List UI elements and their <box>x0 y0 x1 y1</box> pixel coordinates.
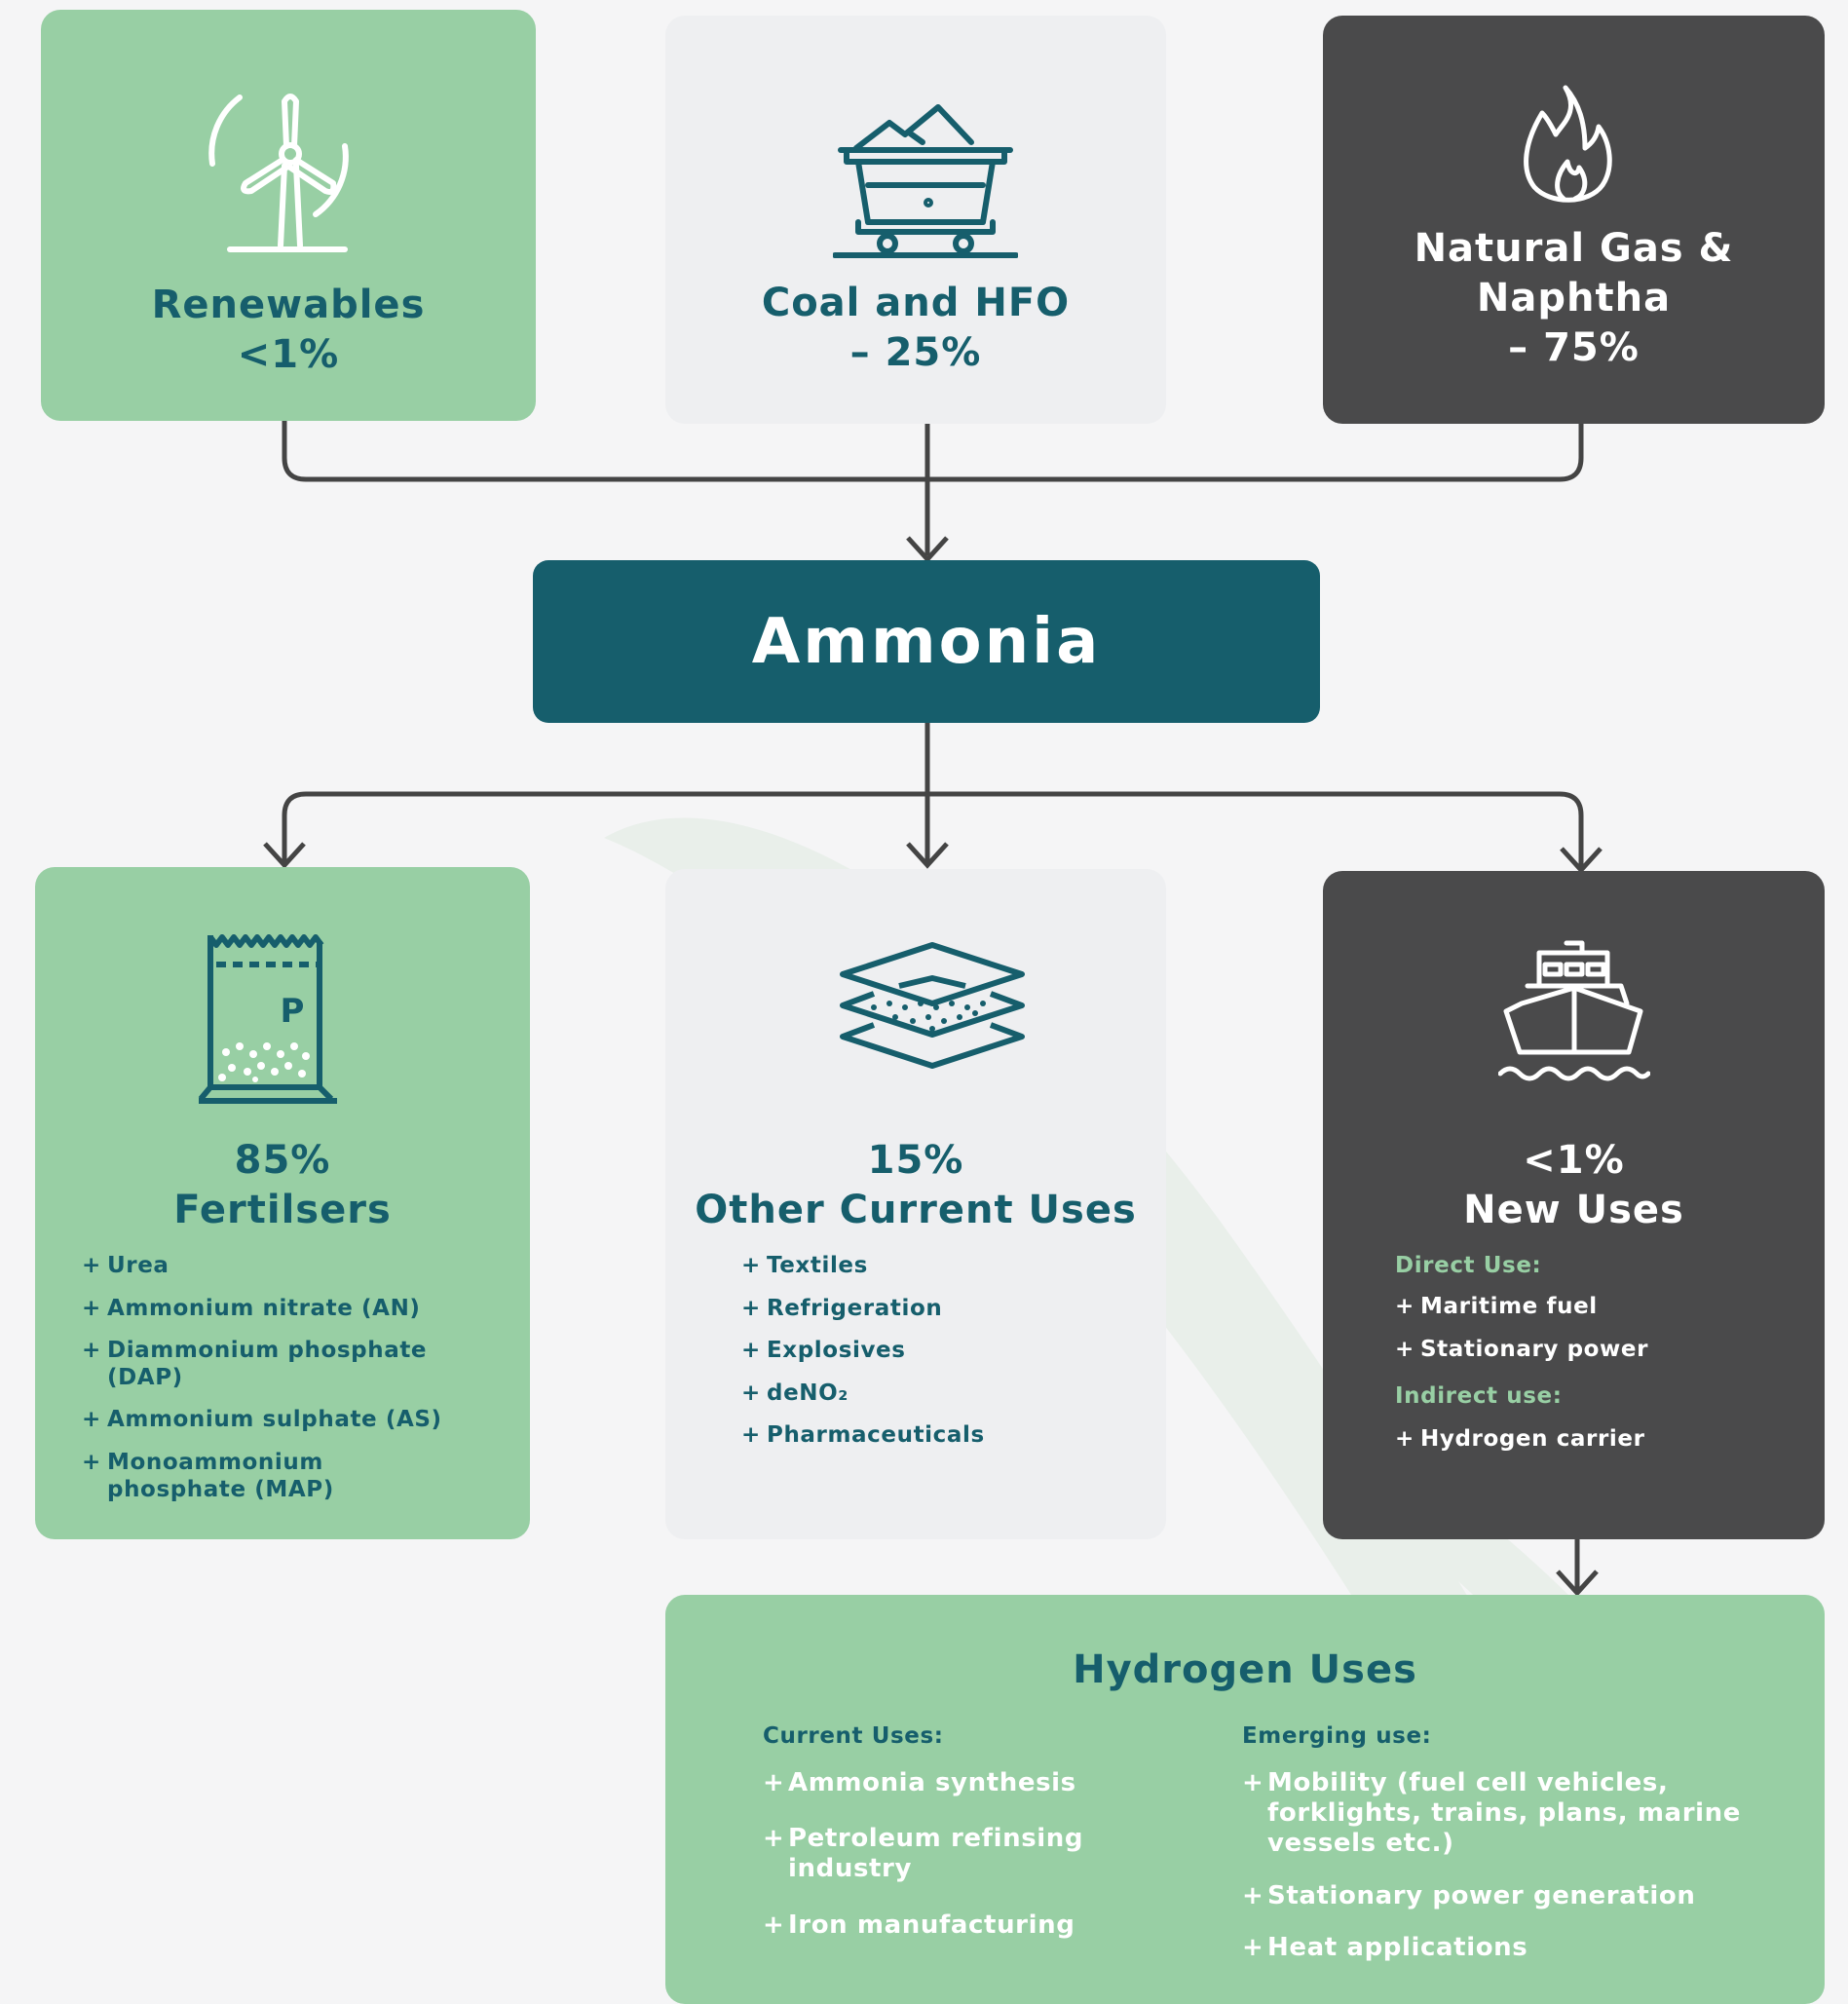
direct-use-label: Direct Use: <box>1395 1253 1542 1278</box>
list-item: + deNO₂ <box>741 1380 849 1406</box>
coal-title: Coal and HFO – 25% <box>761 281 1071 376</box>
list-item: + Mobility (fuel cell vehicles, forklights, trains, plans, marine vessels etc.) <box>1242 1768 1741 1859</box>
connector-new-uses <box>927 794 1581 867</box>
direct-use-list <box>1395 1294 1804 1363</box>
list-item: + Pharmaceuticals <box>741 1422 985 1449</box>
list-item: + Urea <box>82 1253 170 1278</box>
current-uses-label: Current Uses: <box>763 1723 944 1749</box>
natural-gas-box <box>1323 16 1825 424</box>
coal-box <box>665 16 1166 424</box>
ship-icon <box>1498 939 1650 1095</box>
coal-cart-icon <box>833 101 1018 267</box>
list-item: + Iron manufacturing <box>763 1909 1075 1940</box>
hydrogen-current-list <box>763 1768 1191 1941</box>
hydrogen-title: Hydrogen Uses <box>1073 1647 1417 1692</box>
natural-gas-title: Natural Gas & Naphtha – 75% <box>1414 226 1734 371</box>
list-item: + Ammonium nitrate (AN) <box>82 1295 421 1321</box>
bag-letter: P <box>280 992 305 1031</box>
list-item: + Diammonium phosphate (DAP) <box>82 1338 428 1390</box>
wind-turbine-icon <box>201 78 376 263</box>
fertilisers-box <box>35 867 530 1539</box>
list-item: + Monoammonium phosphate (MAP) <box>82 1449 334 1502</box>
list-item: + Textiles <box>741 1253 868 1278</box>
list-item: + Stationary power <box>1395 1336 1649 1362</box>
renewables-box <box>41 10 536 421</box>
fertilisers-list <box>82 1253 510 1503</box>
connector-renewables <box>284 421 927 479</box>
hydrogen-box <box>665 1595 1825 2004</box>
list-item: + Explosives <box>741 1338 906 1364</box>
ammonia-label: Ammonia <box>751 605 1102 678</box>
renewables-title: Renewables <1% <box>151 283 426 378</box>
list-item: + Refrigeration <box>741 1295 943 1321</box>
new-uses-box <box>1323 871 1825 1539</box>
list-item: + Petroleum refinsing industry <box>763 1824 1084 1884</box>
indirect-use-list <box>1395 1426 1804 1454</box>
connector-fertilisers <box>284 794 927 862</box>
list-item: + Hydrogen carrier <box>1395 1426 1645 1452</box>
hydrogen-emerging-list <box>1242 1768 1788 1963</box>
connector-natural-gas <box>927 421 1581 479</box>
list-item: + Maritime fuel <box>1395 1294 1598 1319</box>
other-uses-title: 15% Other Current Uses <box>695 1138 1137 1233</box>
fertilisers-title: 85% Fertilsers <box>173 1138 392 1233</box>
ammonia-box <box>533 560 1320 723</box>
list-item: + Ammonium sulphate (AS) <box>82 1407 442 1433</box>
other-uses-list <box>741 1253 1150 1450</box>
new-uses-title: <1% New Uses <box>1463 1138 1684 1233</box>
list-item: + Heat applications <box>1242 1932 1528 1962</box>
other-uses-box <box>665 869 1166 1539</box>
list-item: + Stationary power generation <box>1242 1880 1696 1910</box>
layers-icon <box>835 939 1030 1095</box>
emerging-use-label: Emerging use: <box>1242 1723 1432 1749</box>
indirect-use-label: Indirect use: <box>1395 1383 1563 1409</box>
list-item: + Ammonia synthesis <box>763 1768 1076 1797</box>
fertiliser-bag-icon <box>197 931 339 1107</box>
flame-icon <box>1521 84 1618 210</box>
